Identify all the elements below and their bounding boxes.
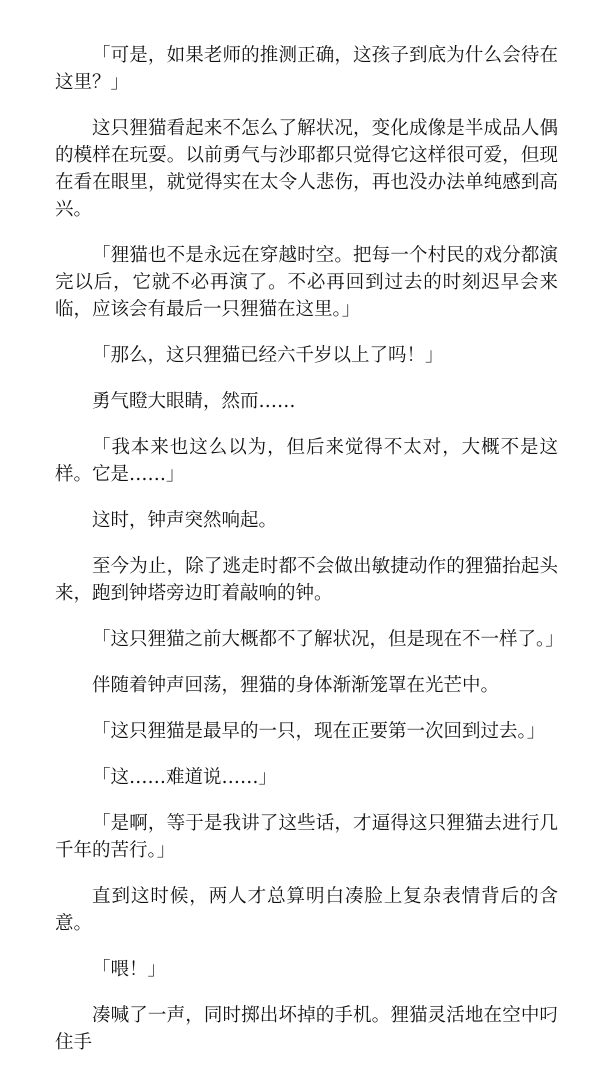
paragraph: 勇气瞪大眼睛，然而……	[92, 391, 296, 412]
paragraph: 伴随着钟声回荡，狸猫的身体渐渐笼罩在光芒中。	[92, 675, 500, 696]
page-text	[55, 42, 564, 1075]
paragraph: 这只狸猫看起来不怎么了解状况，变化成像是半成品人偶的模样在玩耍。以前勇气与沙耶都只觉得它这样很可爱，但现在看在眼里，就觉得实在太令人悲伤，再也没办法单纯感到高兴。	[55, 118, 558, 220]
paragraph: 这时，钟声突然响起。	[92, 510, 278, 531]
paragraph: 「这只狸猫之前大概都不了解状况，但是现在不一样了。」	[92, 629, 564, 650]
paragraph: 「狸猫也不是永远在穿越时空。把每一个村民的戏分都演完以后，它就不必再演了。不必再回到过去的时刻迟早会来临，应该会有最后一只狸猫在这里。」	[55, 245, 558, 320]
paragraph: 凑喊了一声，同时掷出坏掉的手机。狸猫灵活地在空中叼住手	[55, 1005, 558, 1053]
paragraph: 直到这时候，两人才总算明白凑脸上复杂表情背后的含意。	[55, 886, 558, 934]
paragraph: 「这只狸猫是最早的一只，现在正要第一次回到过去。」	[92, 721, 546, 742]
paragraph: 「可是，如果老师的推测正确，这孩子到底为什么会待在这里？」	[55, 45, 558, 93]
paragraph: 「我本来也这么以为，但后来觉得不太对，大概不是这样。它是……」	[55, 437, 558, 485]
paragraph: 「那么，这只狸猫已经六千岁以上了吗！」	[92, 345, 444, 366]
paragraph: 「是啊，等于是我讲了这些话，才逼得这只狸猫去进行几千年的苦行。」	[55, 813, 558, 861]
paragraph: 至今为止，除了逃走时都不会做出敏捷动作的狸猫抬起头来，跑到钟塔旁边盯着敲响的钟。	[55, 556, 558, 604]
paragraph: 「这……难道说……」	[92, 767, 278, 788]
paragraph: 「喂！」	[92, 959, 167, 980]
